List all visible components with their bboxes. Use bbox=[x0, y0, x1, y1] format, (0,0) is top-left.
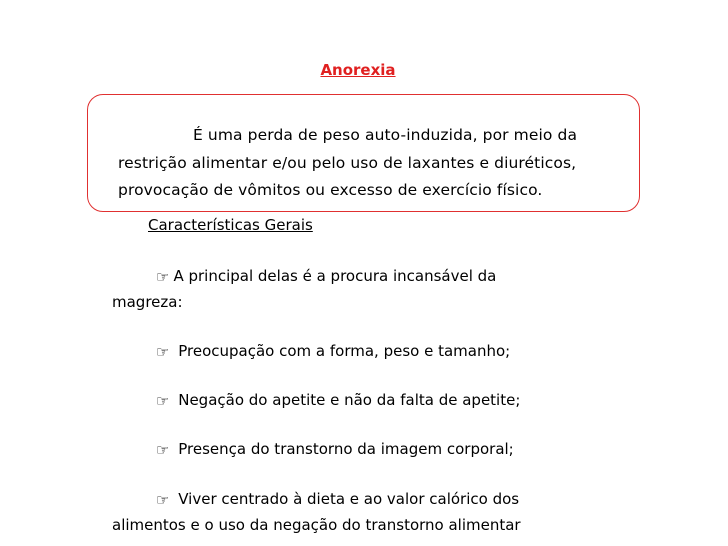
list-item-continuation: alimentos e o uso da negação do transtorno alimentar bbox=[112, 516, 521, 534]
list-item-text: Presença do transtorno da imagem corporal; bbox=[178, 440, 514, 458]
list-item-text: Viver centrado à dieta e ao valor calórico dos bbox=[178, 490, 520, 508]
list-item bbox=[156, 342, 510, 360]
section-heading: Características Gerais bbox=[148, 216, 313, 234]
definition-line-3: provocação de vômitos ou excesso de exercício físico. bbox=[118, 181, 543, 199]
list-item bbox=[156, 490, 519, 508]
definition-line-1: É uma perda de peso auto-induzida, por meio da bbox=[193, 126, 578, 144]
pointing-hand-icon: ☞ bbox=[156, 491, 170, 509]
pointing-hand-icon: ☞ bbox=[156, 441, 170, 459]
list-item-continuation: magreza: bbox=[112, 293, 183, 311]
list-item bbox=[156, 391, 520, 409]
pointing-hand-icon: ☞ bbox=[156, 343, 170, 361]
list-item-text: A principal delas é a procura incansável da bbox=[173, 267, 497, 285]
list-item bbox=[156, 440, 514, 458]
page-title: Anorexia bbox=[320, 61, 396, 79]
pointing-hand-icon: ☞ bbox=[156, 268, 170, 286]
list-item-text: Preocupação com a forma, peso e tamanho; bbox=[178, 342, 511, 360]
list-item bbox=[156, 267, 496, 285]
list-item-text: Negação do apetite e não da falta de apetite; bbox=[178, 391, 521, 409]
pointing-hand-icon: ☞ bbox=[156, 392, 170, 410]
definition-line-2: restrição alimentar e/ou pelo uso de laxantes e diuréticos, bbox=[118, 154, 577, 172]
